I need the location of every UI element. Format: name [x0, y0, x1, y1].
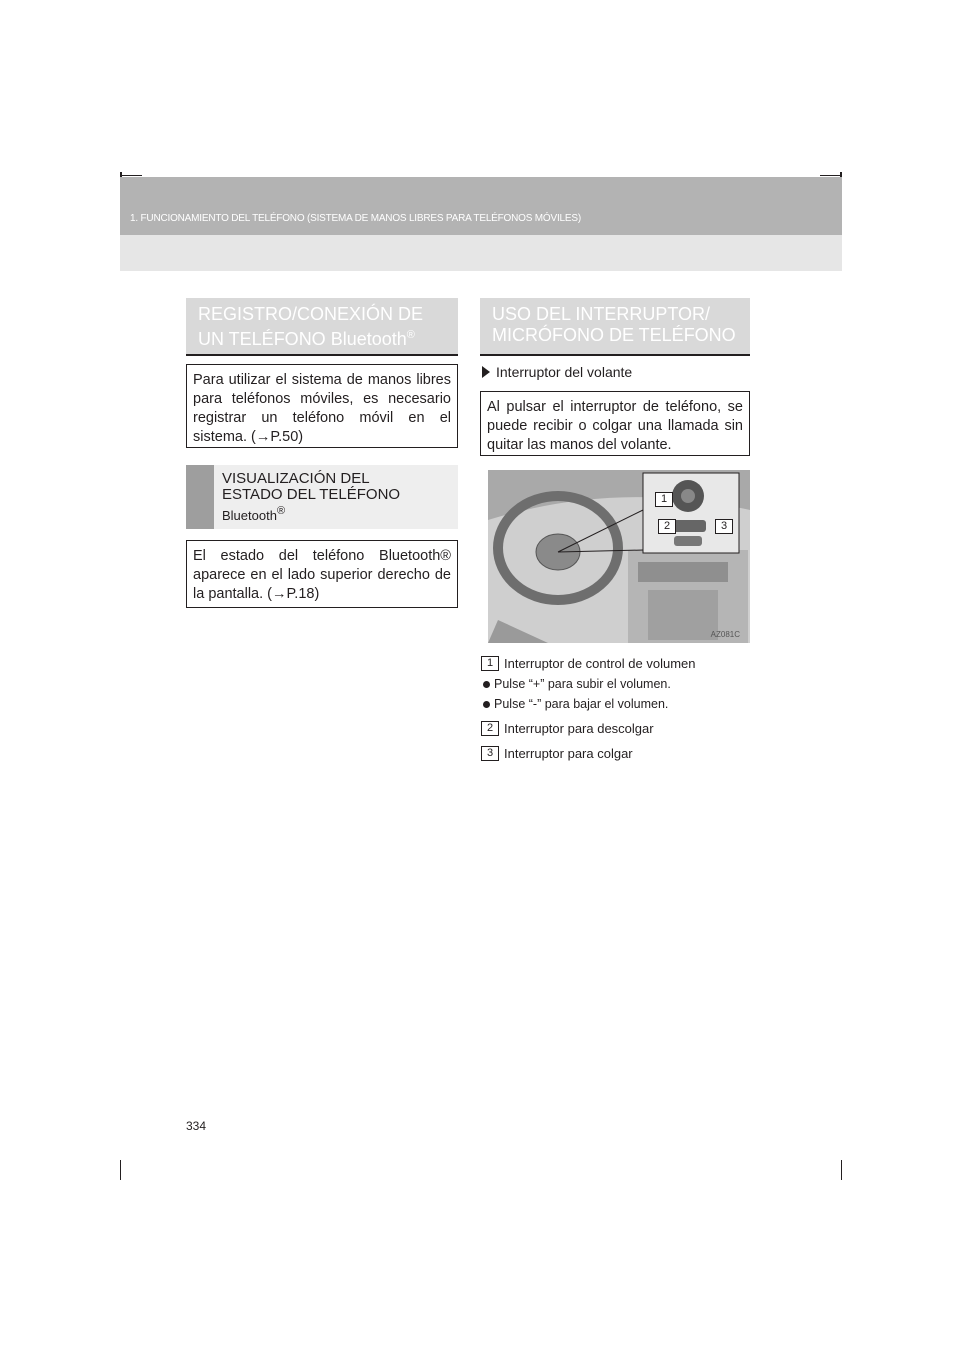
- crop-mark: [841, 1160, 842, 1180]
- callout-2: 2: [658, 519, 676, 534]
- section-heading-text: REGISTRO/CONEXIÓN DE UN TELÉFONO Bluetooth®: [198, 304, 424, 349]
- chapter-title: 1. FUNCIONAMIENTO DEL TELÉFONO (SISTEMA DE MANOS LIBRES PARA TELÉFONOS MÓVILES): [130, 213, 581, 224]
- info-box-registro: Para utilizar el sistema de manos libres para teléfonos móviles, es necesario registrar un teléfono móvil en el sistema. (→P.50): [186, 364, 458, 448]
- steering-wheel-illustration: [488, 470, 750, 643]
- item-number-2: 2: [481, 721, 499, 736]
- chapter-header: [120, 177, 842, 271]
- steering-wheel-svg: [488, 470, 750, 643]
- info-box-estado: El estado del teléfono Bluetooth® aparece en el lado superior derecho de la pantalla. (→P.18): [186, 540, 458, 608]
- section-heading-text: USO DEL INTERRUPTOR/ MICRÓFONO DE TELÉFONO: [492, 304, 736, 345]
- divider: [186, 354, 458, 356]
- figure-code: AZ081C: [710, 630, 740, 639]
- arrow-right-icon: [482, 366, 490, 378]
- callout-1: 1: [655, 492, 673, 507]
- item-label-colgar: Interruptor para colgar: [504, 746, 633, 761]
- item-label-volume: Interruptor de control de volumen: [504, 656, 696, 671]
- bullet-dot: [483, 681, 490, 688]
- item-number-1: 1: [481, 656, 499, 671]
- heading-bar: [186, 465, 214, 529]
- callout-3: 3: [715, 519, 733, 534]
- bullet-volume-down: Pulse “-” para bajar el volumen.: [494, 697, 669, 711]
- item-label-descolgar: Interruptor para descolgar: [504, 721, 654, 736]
- crop-mark: [120, 1160, 121, 1180]
- crop-mark: [820, 175, 842, 176]
- section-heading-visualizacion: [186, 465, 458, 529]
- section-heading-uso: [480, 298, 750, 354]
- bullet-dot: [483, 701, 490, 708]
- bullet-volume-up: Pulse “+” para subir el volumen.: [494, 677, 671, 691]
- header-band: [120, 177, 842, 235]
- crop-mark: [120, 175, 142, 176]
- page-number: 334: [186, 1119, 207, 1133]
- divider: [480, 354, 750, 356]
- info-box-volante: Al pulsar el interruptor de teléfono, se puede recibir o colgar una llamada sin quitar las manos del volante.: [480, 391, 750, 456]
- section-heading-registro: [186, 298, 458, 354]
- section-heading-text: VISUALIZACIÓN DEL ESTADO DEL TELÉFONO Bluetooth®: [222, 470, 401, 523]
- item-number-3: 3: [481, 746, 499, 761]
- subheading: Interruptor del volante: [496, 364, 633, 380]
